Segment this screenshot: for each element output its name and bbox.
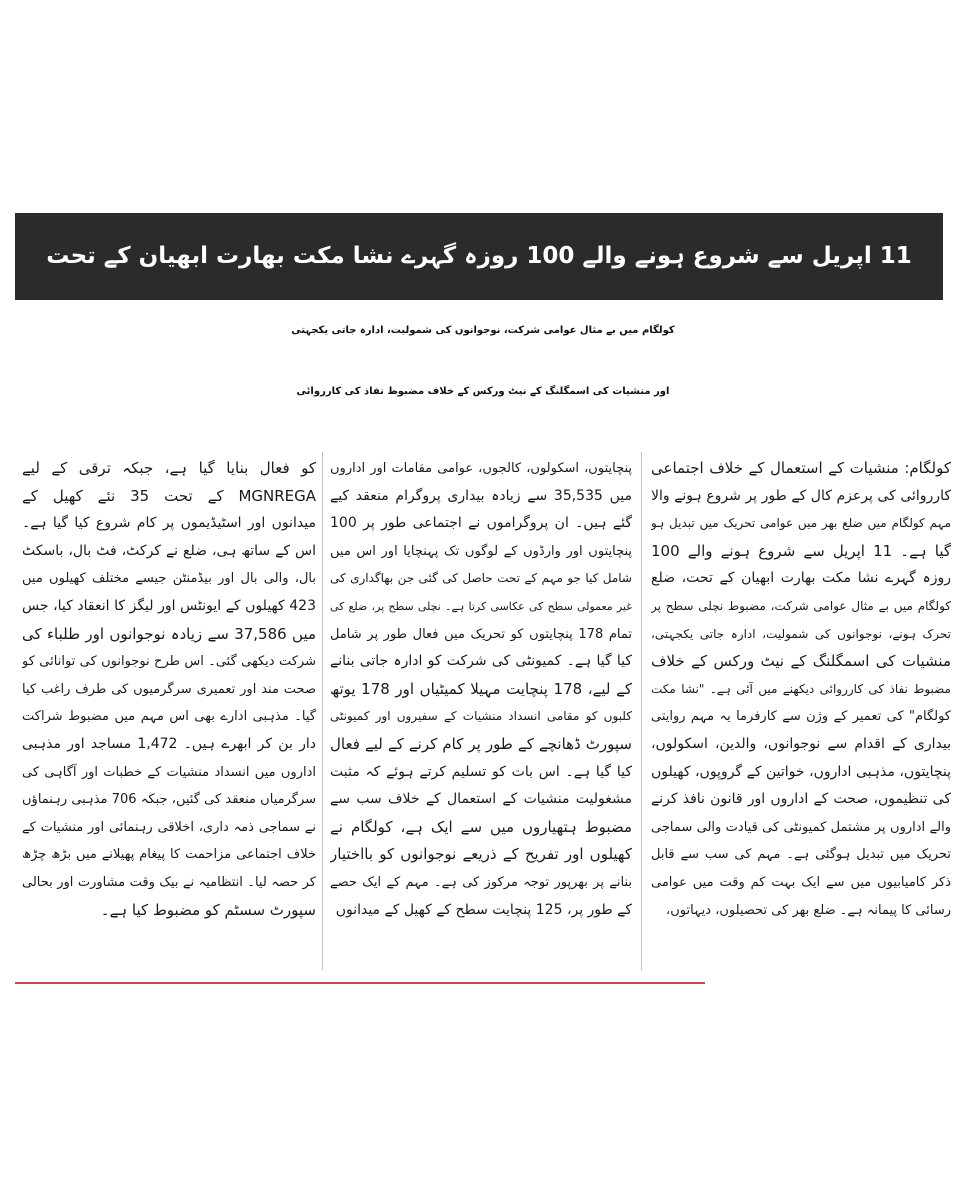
column-text-line: صحت مند اور تعمیری سرگرمیوں کی طرف راغب کیا xyxy=(22,681,316,697)
column-text-line: ذکر کامیابیوں میں سے ایک بہت کم وقت میں عوامی xyxy=(651,874,951,890)
column-text-line: کر حصہ لیا۔ انتظامیہ نے بیک وقت مشاورت اور بحالی xyxy=(22,874,316,890)
column-text-line: منشیات کی اسمگلنگ کے نیٹ ورکس کے خلاف xyxy=(651,652,951,671)
column-text-line: اس کے ساتھ ہی، ضلع نے کرکٹ، فٹ بال، باسکٹ xyxy=(22,542,316,559)
column-divider xyxy=(322,452,323,970)
column-text-line: مضبوط ہتھیاروں میں سے ایک ہے، کولگام نے xyxy=(330,817,632,836)
column-text-line: میدانوں اور اسٹیڈیموں پر کام شروع کیا گیا ہے۔ xyxy=(22,515,316,532)
column-text-line: بیداری کے اقدام سے نوجوانوں، والدین، اسکولوں، xyxy=(651,735,951,752)
column-text-line: تحرک ہونے، نوجوانوں کی شمولیت، ادارہ جاتی یکجہتی، xyxy=(651,626,951,641)
column-text-line: کی تنظیموں، صحت کے اداروں اور قانون نافذ کرنے xyxy=(651,791,951,808)
column-text-line: دار بن کر ابھرے ہیں۔ 1,472 مساجد اور مذہبی xyxy=(22,735,316,752)
column-text-line: 423 کھیلوں کے ایونٹس اور لیگز کا انعقاد کیا، جس xyxy=(22,597,316,614)
column-text-line: پنچایتوں، اسکولوں، کالجوں، عوامی مقامات اور اداروں xyxy=(330,461,632,476)
column-text-line: کو فعال بنایا گیا ہے، جبکہ ترقی کے لیے xyxy=(22,459,316,477)
column-text-line: گیا ہے۔ 11 اپریل سے شروع ہونے والے 100 xyxy=(651,541,951,560)
column-text-line: پنچایتوں، مذہبی اداروں، خواتین کے گروپوں، کھیلوں xyxy=(651,763,951,780)
headline-banner xyxy=(15,213,943,300)
column-text-line: MGNREGA کے تحت 35 نئے کھیل کے xyxy=(22,486,316,505)
column-text-line: مشغولیت منشیات کے استعمال کے خلاف سب سے xyxy=(330,791,632,808)
column-text-line: کولگام" کی تعمیر کے وژن سے کارفرما یہ مہم روایتی xyxy=(651,709,951,725)
column-text-line: سپورٹ ڈھانچے کے طور پر کام کرنے کے لیے فعال xyxy=(330,734,632,753)
column-text-line: تحریک میں تبدیل ہوگئی ہے۔ مہم کی سب سے قابل xyxy=(651,847,951,863)
column-text-line: والے اداروں پر مشتمل کمیونٹی کی قیادت والی سماجی xyxy=(651,819,951,835)
subheadline-line-2: اور منشیات کی اسمگلنگ کے نیٹ ورکس کے خلاف مضبوط نفاذ کی کارروائی xyxy=(296,386,670,397)
subheadline-line-1: کولگام میں بے مثال عوامی شرکت، نوجوانوں کی شمولیت، ادارہ جاتی یکجہتی xyxy=(291,325,675,336)
column-text-line: خلاف اجتماعی مزاحمت کا پیغام پھیلانے میں بڑھ چڑھ xyxy=(22,847,316,863)
column-text-line: گئے ہیں۔ ان پروگراموں نے اجتماعی طور پر 100 xyxy=(330,515,632,532)
article-column-1 xyxy=(651,455,951,985)
column-divider xyxy=(641,452,642,970)
bottom-rule xyxy=(15,982,705,984)
column-text-line: بنانے پر بھرپور توجہ مرکوز کی ہے۔ مہم کے ایک حصے xyxy=(330,874,632,890)
column-text-line: شامل کیا جو مہم کے تحت حاصل کی گئی جن بھاگداری کی xyxy=(330,571,632,586)
column-text-line: مضبوط نفاذ کی کارروائی دیکھنے میں آئی ہے۔ "نشا مکت xyxy=(651,681,951,696)
column-text-line: کھیلوں اور تفریح کے ذریعے نوجوانوں کو بااختیار xyxy=(330,845,632,864)
column-text-line: مہم کولگام میں ضلع بھر میں عوامی تحریک میں تبدیل ہو xyxy=(651,516,951,531)
column-text-line: کلبوں کو مقامی انسداد منشیات کے سفیروں اور کمیونٹی xyxy=(330,709,632,724)
column-text-line: بال، والی بال اور بیڈمنٹن جیسے مختلف کھیلوں میں xyxy=(22,571,316,587)
column-text-line: کولگام: منشیات کے استعمال کے خلاف اجتماعی xyxy=(651,459,951,477)
column-text-line: میں 37,586 سے زیادہ نوجوانوں اور طلباء کی xyxy=(22,624,316,643)
article-column-2 xyxy=(330,455,632,985)
headline-banner-text: 11 اپریل سے شروع ہونے والے 100 روزہ گہرے نشا مکت بھارت ابھیان کے تحت xyxy=(46,243,912,269)
column-text-line: گیا۔ مذہبی ادارے بھی اس مہم میں مضبوط شراکت xyxy=(22,709,316,725)
column-text-line: نے سماجی ذمہ داری، اخلاقی رہنمائی اور منشیات کے xyxy=(22,819,316,835)
column-text-line: روزہ گہرے نشا مکت بھارت ابھیان کے تحت، ضلع xyxy=(651,570,951,587)
column-text-line: تمام 178 پنچایتوں کو تحریک میں فعال طور پر شامل xyxy=(330,626,632,642)
column-text-line: اداروں میں انسداد منشیات کے خطبات اور آگاہی کی xyxy=(22,764,316,780)
column-text-line: رسائی کا پیمانہ ہے۔ ضلع بھر کی تحصیلوں، دیہاتوں، xyxy=(666,902,951,918)
column-text-line: غیر معمولی سطح کی عکاسی کرتا ہے۔ نچلی سطح پر، ضلع کی xyxy=(330,599,632,613)
column-text-line: سپورٹ سسٹم کو مضبوط کیا ہے۔ xyxy=(100,900,316,919)
column-text-line: کیا گیا ہے۔ اس بات کو تسلیم کرتے ہوئے کہ مثبت xyxy=(330,763,632,780)
column-text-line: سرگرمیاں منعقد کی گئیں، جبکہ 706 مذہبی رہنماؤں xyxy=(22,792,316,808)
column-text-line: شرکت دیکھی گئی۔ اس طرح نوجوانوں کی توانائی کو xyxy=(22,654,316,670)
column-text-line: میں 35,535 سے زیادہ بیداری پروگرام منعقد کیے xyxy=(330,487,632,504)
column-text-line: کارروائی کی پرعزم کال کے طور پر شروع ہونے والا xyxy=(651,487,951,504)
column-text-line: کے طور پر، 125 پنچایت سطح کے کھیل کے میدانوں xyxy=(335,901,632,918)
article-column-3 xyxy=(22,455,316,985)
column-text-line: کیا گیا ہے۔ کمیونٹی کی شرکت کو ادارہ جاتی بنانے xyxy=(330,653,632,670)
column-text-line: کولگام میں بے مثال عوامی شرکت، مضبوط نچلی سطح پر xyxy=(651,598,951,613)
column-text-line: پنچایتوں اور وارڈوں کے لوگوں تک پہنچایا اور اس میں xyxy=(330,543,632,559)
column-text-line: کے لیے، 178 پنچایت مہیلا کمیٹیاں اور 178 یوتھ xyxy=(330,679,632,698)
